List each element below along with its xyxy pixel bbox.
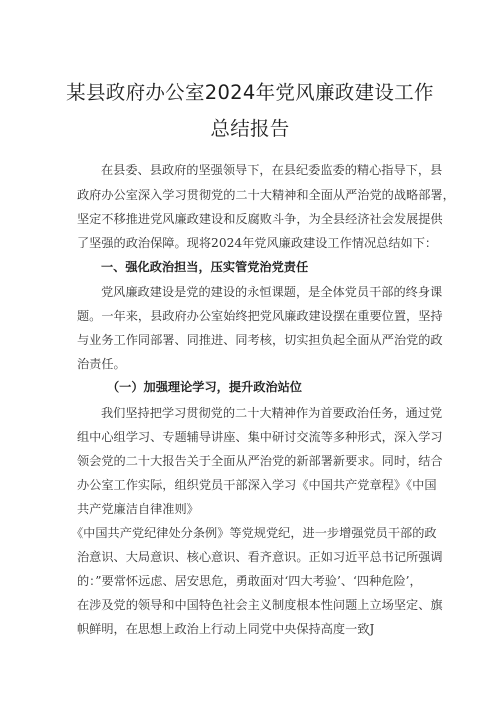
paragraph-line: 《中国共产党纪律处分条例》等党规党纪，进一步增强党员干部的政 <box>71 526 437 540</box>
document-title-line-1: 某县政府办公室2024年党风廉政建设工作 <box>66 81 434 104</box>
document-title-line-2: 总结报告 <box>210 117 290 140</box>
paragraph-line: 了坚强的政治保障。现将2024年党风廉政建设工作情况总结如下： <box>77 236 438 250</box>
paragraph-line: 题。一年来，县政府办公室始终把党风廉政建设摆在重要位置，坚持 <box>77 309 443 323</box>
subsection-heading: （一）加强理论学习，提升政治站位 <box>107 380 302 394</box>
paragraph-line: 党风廉政建设是党的建设的永恒课题，是全体党员干部的终身课 <box>101 285 443 299</box>
paragraph-line: 帜鲜明，在思想上政治上行动上同党中央保持高度一致J <box>77 622 375 636</box>
paragraph-line: 领会党的二十大报告关于全面从严治党的新部署新要求。同时，结合 <box>77 454 443 468</box>
paragraph-line: 办公室工作实际，组织党员干部深入学习《中国共产党章程》《中国 <box>77 478 437 492</box>
paragraph-line: 与业务工作同部署、同推进、同考核，切实担负起全面从严治党的政 <box>77 333 443 347</box>
paragraph-line: 治责任。 <box>77 357 126 371</box>
paragraph-line: 在涉及党的领导和中国特色社会主义制度根本性问题上立场坚定、旗 <box>77 598 443 612</box>
paragraph-line: 坚定不移推进党风廉政建设和反腐败斗争，为全县经济社会发展提供 <box>77 212 443 226</box>
paragraph-line: 的：”要常怀远虑、居安思危，勇敢面对‘四大考验’、‘四种危险’， <box>77 574 422 588</box>
paragraph-line: 在县委、县政府的坚强领导下，在县纪委监委的精心指导下，县 <box>101 163 443 177</box>
paragraph-line: 治意识、大局意识、核心意识、看齐意识。正如习近平总书记所强调 <box>77 550 443 564</box>
paragraph-line: 政府办公室深入学习贯彻党的二十大精神和全面从严治党的战略部署， <box>77 188 455 202</box>
paragraph-line: 组中心组学习、专题辅导讲座、集中研讨交流等多种形式，深入学习 <box>77 430 443 444</box>
paragraph-line: 共产党廉洁自律准则》 <box>77 502 199 516</box>
section-heading: 一、强化政治担当，压实管党治党责任 <box>101 260 309 274</box>
paragraph-line: 我们坚持把学习贯彻党的二十大精神作为首要政治任务，通过党 <box>101 406 443 420</box>
